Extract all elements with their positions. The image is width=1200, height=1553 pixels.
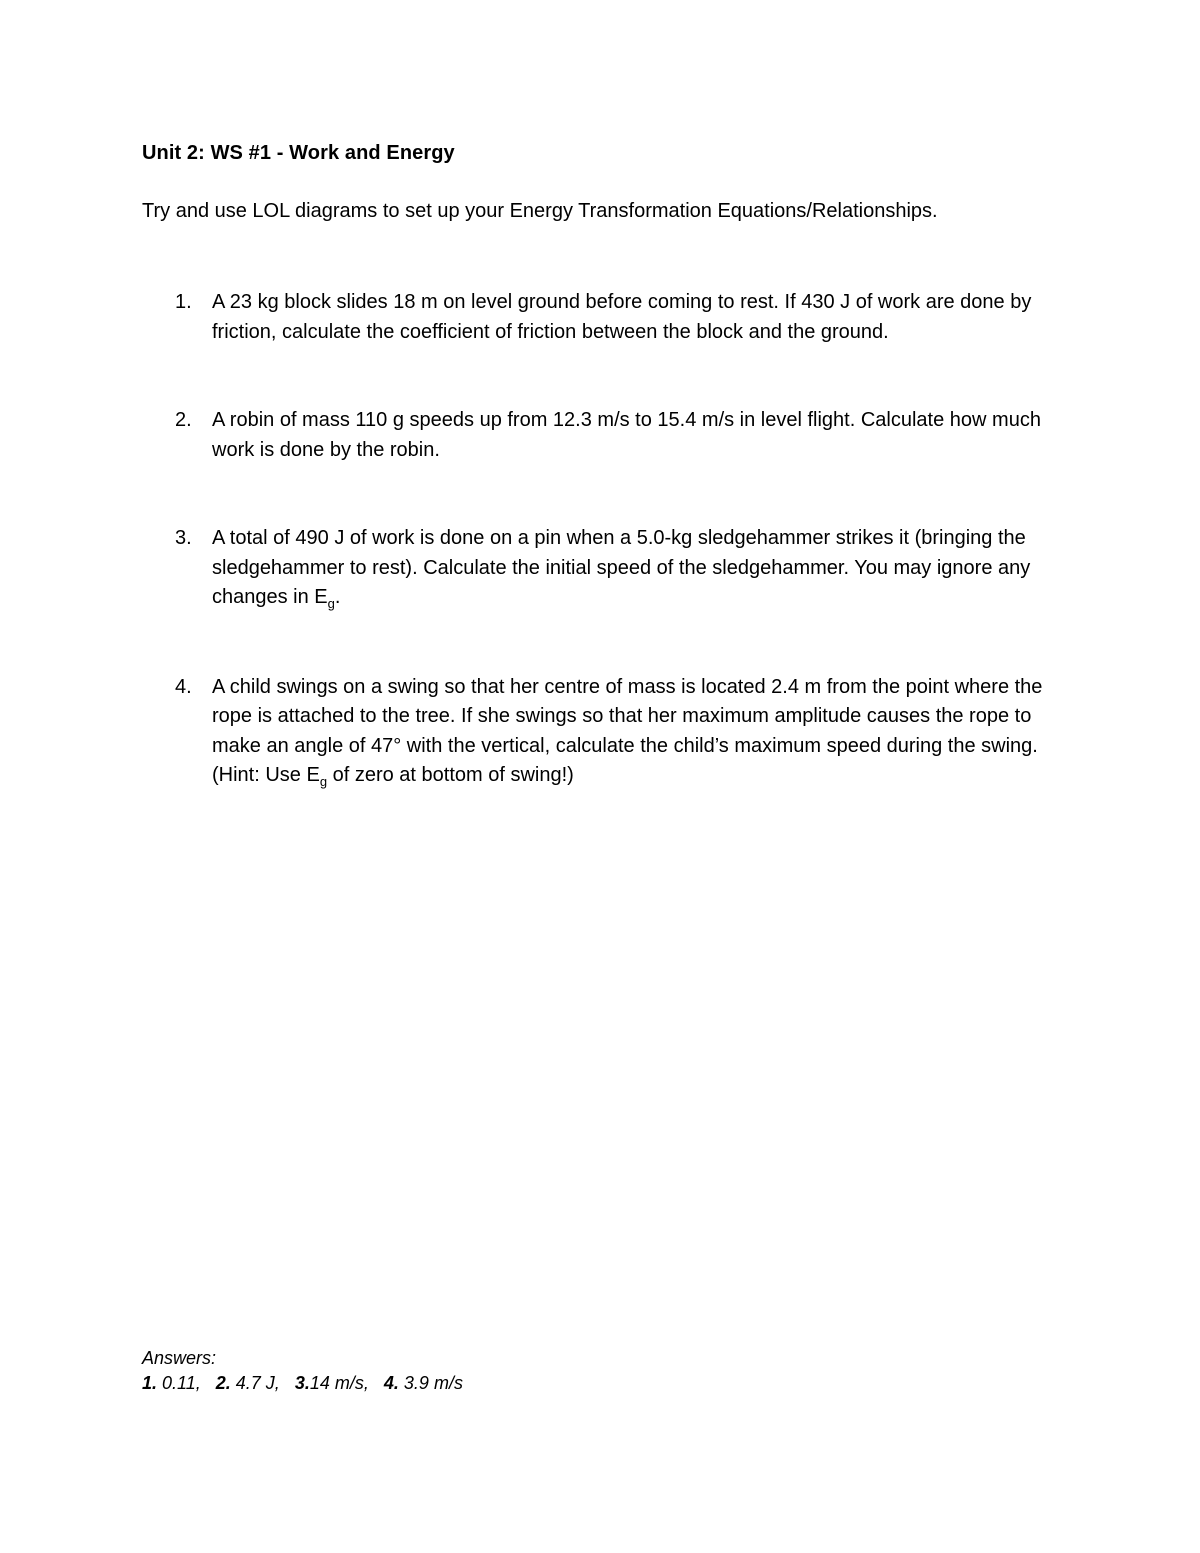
answer-value: 14 m/s,: [309, 1373, 369, 1393]
question-item: [142, 406, 1072, 465]
question-number: 2.: [175, 409, 192, 431]
question-text: A 23 kg block slides 18 m on level ground before coming to rest. If 430 J of work are done by friction, calculate the coefficient of friction between the block and the ground.: [212, 291, 1032, 343]
question-text-end: .: [334, 586, 341, 608]
question-number: 4.: [175, 675, 192, 698]
page-title: Unit 2: WS #1 - Work and Energy: [142, 142, 455, 164]
subscript: g: [327, 596, 335, 611]
answer-value: 4.7 J,: [235, 1373, 280, 1393]
question-text-end: of zero at bottom of swing!): [327, 764, 574, 786]
subscript: g: [319, 774, 328, 789]
answer-number: 3.: [294, 1373, 310, 1393]
answer-number: 1.: [142, 1373, 158, 1393]
question-item: [142, 524, 1072, 614]
answers-row: [142, 1371, 463, 1396]
answers-section: [142, 1346, 463, 1396]
question-number: 3.: [175, 527, 192, 549]
question-item: [142, 288, 1072, 347]
question-item: [142, 673, 1072, 792]
question-number: 1.: [175, 291, 192, 313]
answer-number: 2.: [215, 1373, 231, 1393]
answer-value: 3.9 m/s: [403, 1373, 463, 1393]
intro-text: Try and use LOL diagrams to set up your Energy Transformation Equations/Relationships.: [142, 200, 938, 222]
question-text: A child swings on a swing so that her centre of mass is located 2.4 m from the point where the rope is attached to the tree. If she swings so that her maximum amplitude causes the rope to make an angle of 47° with the vertical, calculate the child’s maximum speed during the swing. (Hint: Use E: [212, 675, 1043, 786]
question-list: [142, 288, 1072, 792]
question-text: A total of 490 J of work is done on a pin when a 5.0-kg sledgehammer strikes it (bringing the sledgehammer to rest). Calculate the initial speed of the sledgehammer. You may ignore any changes in E: [212, 527, 1031, 608]
answer-number: 4.: [383, 1373, 399, 1393]
answer-value: 0.11,: [162, 1373, 201, 1393]
question-text: A robin of mass 110 g speeds up from 12.3 m/s to 15.4 m/s in level flight. Calculate how much work is done by the robin.: [212, 409, 1041, 461]
answers-label: Answers:: [142, 1348, 217, 1368]
